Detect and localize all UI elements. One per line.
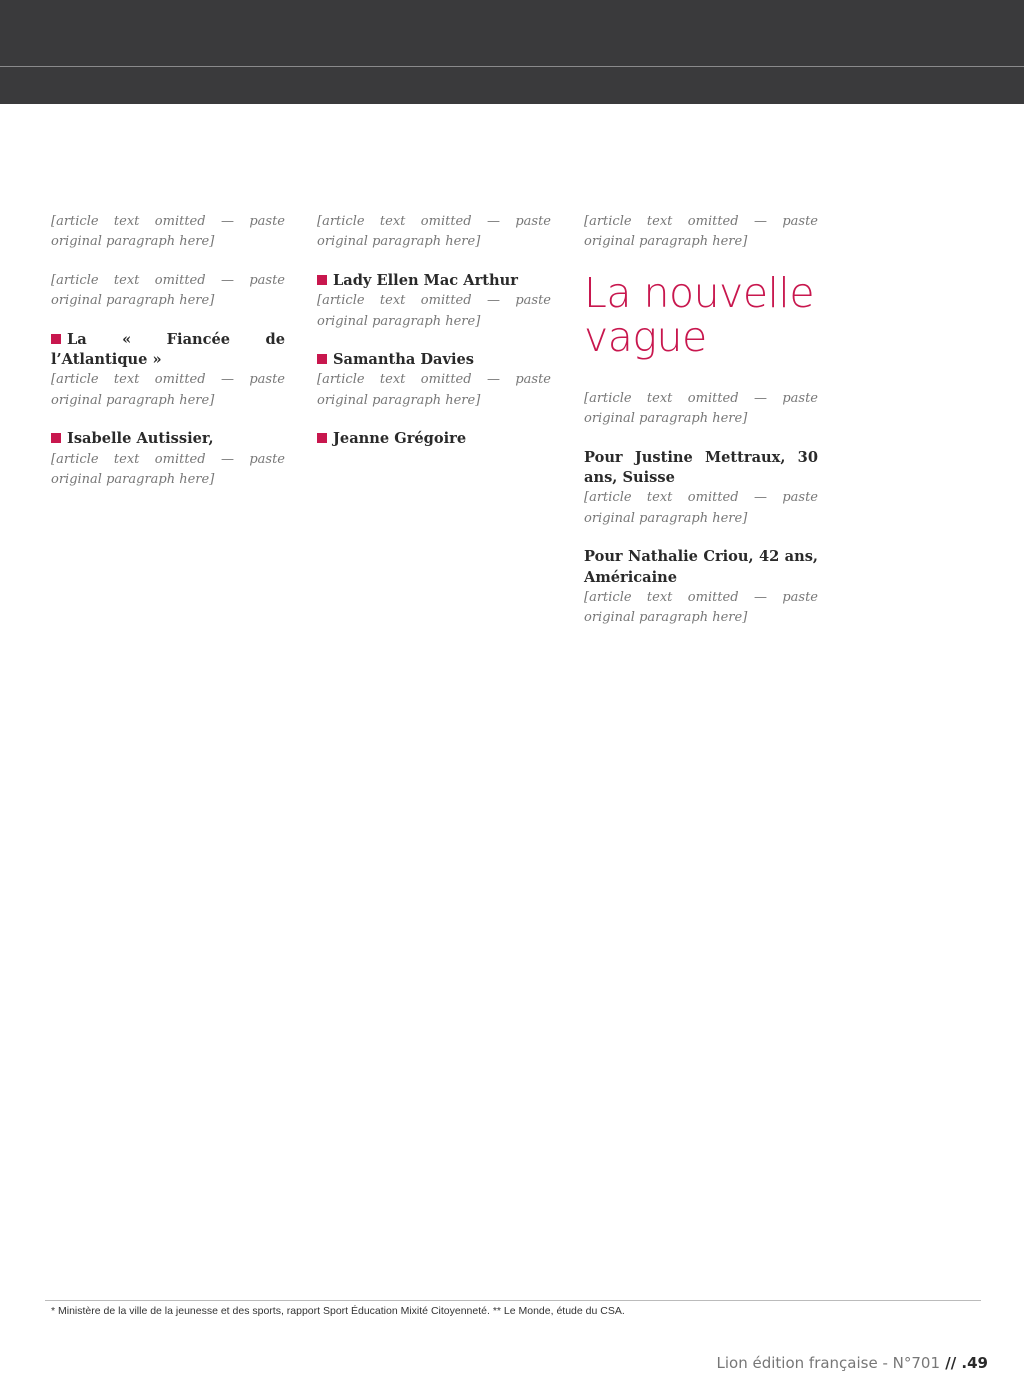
column-3 — [584, 212, 818, 647]
section-title: La « Fiancée de l’Atlantique » — [51, 330, 285, 369]
section-ellen-heading — [317, 271, 551, 291]
section-name: Samantha Davies — [333, 351, 475, 369]
section-name: Jeanne Grégoire — [333, 430, 467, 448]
bullet-square-icon — [317, 275, 327, 285]
footnote: * Ministère de la ville de la jeunesse et des sports, rapport Sport Éducation Mixité Citoyenneté. ** Le Monde, étude du CSA. — [51, 1305, 625, 1317]
header-rule — [0, 66, 1024, 67]
paragraph-isabelle-cont: [article text omitted — paste original paragraph here] — [317, 214, 551, 250]
section-jeanne-heading — [317, 429, 551, 449]
section-samantha-heading — [317, 350, 551, 370]
footnote-rule — [45, 1300, 981, 1301]
page-folio — [717, 1354, 988, 1372]
quote-1-heading: Pour Justine Mettraux, 30 ans, Suisse — [584, 448, 818, 487]
column-2 — [317, 212, 551, 450]
section-name: Lady Ellen Mac Arthur — [333, 271, 518, 289]
paragraph-isabelle: [article text omitted — paste original paragraph here] — [51, 451, 285, 488]
bullet-square-icon — [317, 354, 327, 364]
bullet-square-icon — [51, 334, 61, 344]
paragraph-ellen: [article text omitted — paste original paragraph here] — [317, 293, 551, 329]
folio-separator: // — [940, 1354, 962, 1372]
paragraph-intro: [article text omitted — paste original paragraph here] — [51, 214, 285, 250]
bullet-square-icon — [317, 433, 327, 443]
header-bar — [0, 0, 1024, 104]
quote-2: [article text omitted — paste original paragraph here] — [584, 590, 818, 626]
paragraph-samantha: [article text omitted — paste original paragraph here] — [317, 372, 551, 408]
section-name: Isabelle Autissier, — [67, 430, 214, 448]
quote-1: [article text omitted — paste original paragraph here] — [584, 490, 818, 526]
folio-publication: Lion édition française - N°701 — [716, 1354, 941, 1372]
section-headline: La nouvelle vague — [584, 268, 815, 361]
paragraph-jeanne-cont: [article text omitted — paste original paragraph here] — [584, 214, 818, 250]
paragraph-florence: [article text omitted — paste original paragraph here] — [51, 372, 285, 408]
paragraph-retransmission: [article text omitted — paste original paragraph here] — [51, 272, 285, 309]
quote-2-heading: Pour Nathalie Criou, 42 ans, Américaine — [584, 548, 818, 586]
folio-page-number: .49 — [961, 1354, 988, 1372]
column-1 — [51, 212, 285, 508]
section-florence-heading — [51, 330, 285, 371]
section-isabelle-heading — [51, 429, 285, 449]
bullet-square-icon — [51, 433, 61, 443]
paragraph-nouvelle-vague: [article text omitted — paste original paragraph here] — [584, 390, 818, 427]
